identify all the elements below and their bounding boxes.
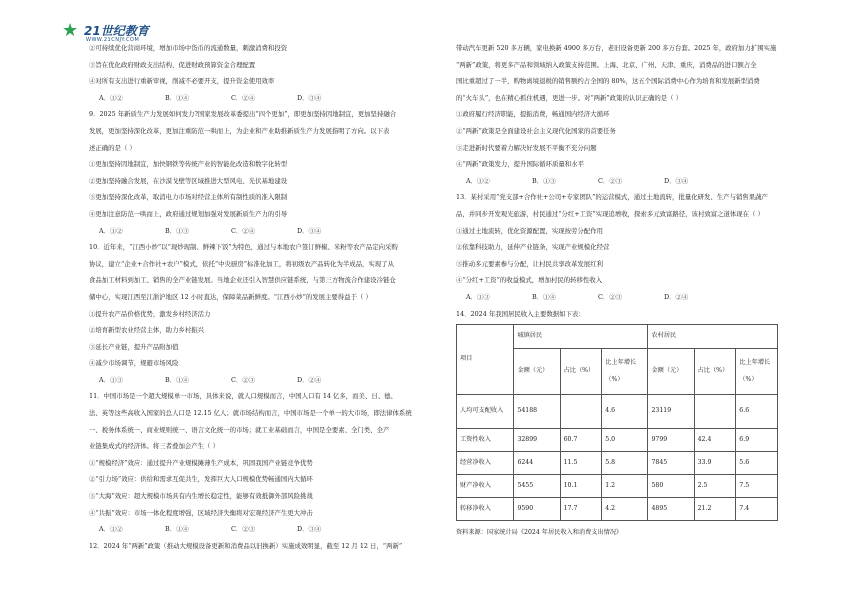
header-item: 项目 xyxy=(457,325,514,395)
income-table-body xyxy=(457,395,778,521)
table-row xyxy=(457,498,778,521)
answer-option: B．①③ xyxy=(532,176,556,185)
answer-option: C．②③ xyxy=(598,176,623,185)
answer-option: C．②③ xyxy=(231,525,256,534)
answer-option: B．①④ xyxy=(165,93,189,102)
table-cell xyxy=(560,395,602,429)
answer-options xyxy=(89,223,444,240)
text-line: ③“大海”效应：超大规模市场具有内生增长稳定性，能够有效抵御外部风险挑战 xyxy=(89,492,313,501)
text-line: ②依靠科技助力，延伸产业链条，实现产业规模化经营 xyxy=(456,243,610,252)
table-cell: 7845 xyxy=(648,452,694,475)
text-line: ②“两新”政策是全面建设社会主义现代化国家的首要任务 xyxy=(456,126,616,135)
text-line: 协议，建立“企业+合作社+农户”模式，依托“中央厨房”标准化加工，将初级农产品转化为半成品，实现了从 xyxy=(89,259,394,268)
table-cell: 7.4 xyxy=(736,498,778,521)
table-cell xyxy=(694,395,736,429)
answer-options xyxy=(89,521,444,538)
answer-option: D．③④ xyxy=(297,93,322,102)
text-line: 品，并同步开发观光旅游，村民通过“分红+工资”实现追增收，探索多元致富路径，该村致富之道体现在（ ） xyxy=(456,209,764,218)
text-line: 储中心，实现江西至江浙沪地区 12 小时直达，保障菜品新鲜度。“江西小炒”的发展主要得益于（ ） xyxy=(89,292,372,301)
answer-option: C．②③ xyxy=(598,292,623,301)
table-cell: 17.7 xyxy=(560,498,602,521)
header-urban: 城镇居民 xyxy=(514,325,648,349)
answer-option: D．③④ xyxy=(297,226,322,235)
text-line: ③推动多元要素参与分配，让村民共享改革发展红利 xyxy=(456,259,603,268)
table-cell: 580 xyxy=(648,475,694,498)
text-line: ②“引力场”效应：供给和需求互促共生，发挥巨大人口规模优势畅通国内大循环 xyxy=(89,475,313,484)
text-line: 法、英等这些高收入国家的总人口是 12.15 亿人；就市场结构而言，中国市场是一个单一的大市场，即法律体系统 xyxy=(89,409,412,418)
text-line: ③延长产业链，提升产品附加值 xyxy=(89,342,179,351)
table-source: 资料来源：国家统计局《2024 年居民收入和消费支出情况》 xyxy=(456,529,623,537)
text-line: ④“两新”政策发力，提升国际循环质量和水平 xyxy=(456,160,584,169)
table-cell: 5.8 xyxy=(602,452,648,475)
left-column xyxy=(89,40,444,554)
answer-option: A．①② xyxy=(99,525,123,534)
row-label: 人均可支配收入 xyxy=(457,395,514,429)
answer-option: A．①② xyxy=(466,176,490,185)
table-cell: 7.5 xyxy=(736,475,778,498)
answer-option: D．②④ xyxy=(297,375,322,384)
answer-option: A．①② xyxy=(99,93,123,102)
text-line: 14．2024 年我国居民收入主要数据如下表： xyxy=(456,309,585,318)
text-line: ④减少市场调节，规避市场风险 xyxy=(89,359,179,368)
text-line: ①政府履行经济职能，提振消费，畅通国内经济大循环 xyxy=(456,110,610,119)
row-label: 财产净收入 xyxy=(457,475,514,498)
text-line: ②可持续优化营商环境，增加市场中货币的流通数量，刺激消费和投资 xyxy=(89,44,288,52)
text-line: 发展，更加坚持深化改革，更加注重防范一哄而上，为企业和产业助推新质生产力发展指明了方向。以下表 xyxy=(89,126,390,135)
header-urban-share: 占比（%） xyxy=(560,349,602,395)
table-cell: 11.5 xyxy=(560,452,602,475)
text-line: 一、税务体系统一、商业规则统一、语言文化统一的市场；就工业基础而言，中国是全要素、全门类、全产 xyxy=(89,425,390,434)
text-line: 国比重超过了一半，购物离境退税的销售额约占全国的 80%，这五个国际消费中心作为培育和发展新型消费 xyxy=(456,77,760,86)
table-cell: 1.2 xyxy=(602,475,648,498)
brand-url: WWW.21CNJY.COM xyxy=(86,37,140,43)
row-label: 经营净收入 xyxy=(457,452,514,475)
answer-option: D．③④ xyxy=(297,525,322,534)
answer-option: C．②④ xyxy=(231,226,256,235)
text-line: ③更加坚持深化改革，取消电力市场对经营主体所有制性质的准入限制 xyxy=(89,193,288,202)
header-urban-amount: 金额（元） xyxy=(514,349,560,395)
answer-options xyxy=(456,289,836,306)
text-line: 12．2024 年“两新”政策（推动大规模设备更新和消费品以旧换新）实施成效明显，截至 12 月 12 日，“两新” xyxy=(89,541,403,550)
text-line: ②培育新型农业经营主体，助力乡村振兴 xyxy=(89,326,205,335)
text-line: 10．近年来，“江西小炒”以“现炒现制、鲜辣下饭”为特色，通过与本地农户签订鲜椒、米粉等农产品定向采购 xyxy=(89,243,398,252)
text-line: ③旨在优化政府财政支出结构，促进财政预算资金合理配置 xyxy=(89,60,256,69)
table-cell: 6.9 xyxy=(736,429,778,452)
answer-option: A．①③ xyxy=(99,375,123,384)
answer-option: B．①④ xyxy=(165,525,189,534)
answer-option: B．①③ xyxy=(165,226,189,235)
right-column xyxy=(456,40,836,542)
table-cell: 6244 xyxy=(514,452,560,475)
text-line: ①提升农产品价格优势，激发乡村经济活力 xyxy=(89,309,211,318)
table-cell: 42.4 xyxy=(694,429,736,452)
header-rural-share: 占比（%） xyxy=(694,349,736,395)
table-cell: 23119 xyxy=(648,395,694,429)
table-row xyxy=(457,475,778,498)
text-line: 9．2025 年新质生产力发展如何发力?国家发展改革委提出“四个更加”，即更加坚持因地制宜，更加坚持融合 xyxy=(89,110,397,119)
table-row xyxy=(457,452,778,475)
table-cell: 5.6 xyxy=(736,452,778,475)
table-cell: 54188 xyxy=(514,395,560,429)
table-cell: 9799 xyxy=(648,429,694,452)
table-cell: 5.0 xyxy=(602,429,648,452)
right-column-text xyxy=(456,40,836,322)
answer-option: B．①④ xyxy=(165,375,189,384)
brand-text: 21世纪教育 xyxy=(84,24,149,38)
income-table xyxy=(456,324,778,521)
table-row xyxy=(457,395,778,429)
header-rural: 农村居民 xyxy=(648,325,778,349)
text-line: 业链集成式的经济体。将三者叠加会产生（ ） xyxy=(89,442,219,451)
table-cell: 60.7 xyxy=(560,429,602,452)
table-cell: 4895 xyxy=(648,498,694,521)
header-urban-growth: 比上年增长（%） xyxy=(602,349,648,395)
table-cell: 4.2 xyxy=(602,498,648,521)
text-line: “两新”政策，将更多产品和领域纳入政策支持范围。上海、北京、广州、天津、重庆，消费品的进口额占全 xyxy=(456,60,757,69)
text-line: ④“共振”效应：市场一体化程度增强，区域经济失衡将对宏观经济产生更大冲击 xyxy=(89,508,313,517)
table-cell: 4.6 xyxy=(602,395,648,429)
header-rural-amount: 金额（元） xyxy=(648,349,694,395)
text-line: 食品加工材料到加工、销售的全产业链发展。当地企业还引入智慧供应链系统，与第三方物流合作建设冷链仓 xyxy=(89,276,396,285)
table-cell: 21.2 xyxy=(694,498,736,521)
text-line: 13．某村采用“党支部+合作社+公司+专家团队”的运营模式，通过土地流转，批量化研发、生产与销售果蔬产 xyxy=(456,193,768,202)
answer-option: D．③④ xyxy=(664,176,689,185)
text-line: 带动汽车更新 520 多万辆，家电换新 4900 多万台，老旧设备更新 200 多万台套。2025 年，政府加力扩围实施 xyxy=(456,44,777,52)
answer-option: C．②③ xyxy=(231,375,256,384)
table-cell: 9590 xyxy=(514,498,560,521)
text-line: ④对所有支出进行重新审视，削减不必要开支，提升资金使用效率 xyxy=(89,77,275,86)
text-line: ④“分红+工资”的收益模式，增加村民的转移性收入 xyxy=(456,276,603,285)
table-cell: 10.1 xyxy=(560,475,602,498)
answer-option: A．①③ xyxy=(466,292,490,301)
runner-logo-icon: ★ xyxy=(62,20,79,41)
table-cell: 5455 xyxy=(514,475,560,498)
table-cell: 33.9 xyxy=(694,452,736,475)
text-line: ③走进新时代要着力解决好发展不平衡不充分问题 xyxy=(456,143,597,152)
text-line: 的“火车头”，也在精心抓住机遇，更进一步。对“两新”政策的认识正确的是（ ） xyxy=(456,93,682,102)
table-row xyxy=(457,429,778,452)
answer-options xyxy=(89,372,444,389)
answer-options xyxy=(89,90,444,107)
text-line: ②更加坚持融合发展，在沙漠戈壁等区域推进大型风电、光伏基地建设 xyxy=(89,176,288,185)
text-line: ①“规模经济”效应：通过提升产业规模摊薄生产成本，巩固我国产业链竞争优势 xyxy=(89,458,313,467)
text-line: 述正确的是（ ） xyxy=(89,143,136,152)
table-cell: 32899 xyxy=(514,429,560,452)
text-line: ①通过土地流转，优化资源配置，实现按劳分配作用 xyxy=(456,226,603,235)
text-line: 11．中国市场是一个超大规模单一市场，具体来说，就人口规模而言，中国人口有 14 亿多，而美、日、德、 xyxy=(89,392,397,401)
header-rural-growth: 比上年增长（%） xyxy=(736,349,778,395)
text-line: ④更加注意防范一哄而上，政府通过规划加强对发展新质生产力的引导 xyxy=(89,209,288,218)
answer-options xyxy=(456,173,836,190)
row-label: 转移净收入 xyxy=(457,498,514,521)
answer-option: A．①② xyxy=(99,226,123,235)
answer-option: B．①④ xyxy=(532,292,556,301)
table-cell: 6.6 xyxy=(736,395,778,429)
row-label: 工资性收入 xyxy=(457,429,514,452)
answer-option: C．②④ xyxy=(231,93,256,102)
table-cell: 2.5 xyxy=(694,475,736,498)
text-line: ①更加坚持因地制宜，加快钢铁等传统产业的智能化改造和数字化转型 xyxy=(89,160,288,169)
answer-option: D．②④ xyxy=(664,292,689,301)
